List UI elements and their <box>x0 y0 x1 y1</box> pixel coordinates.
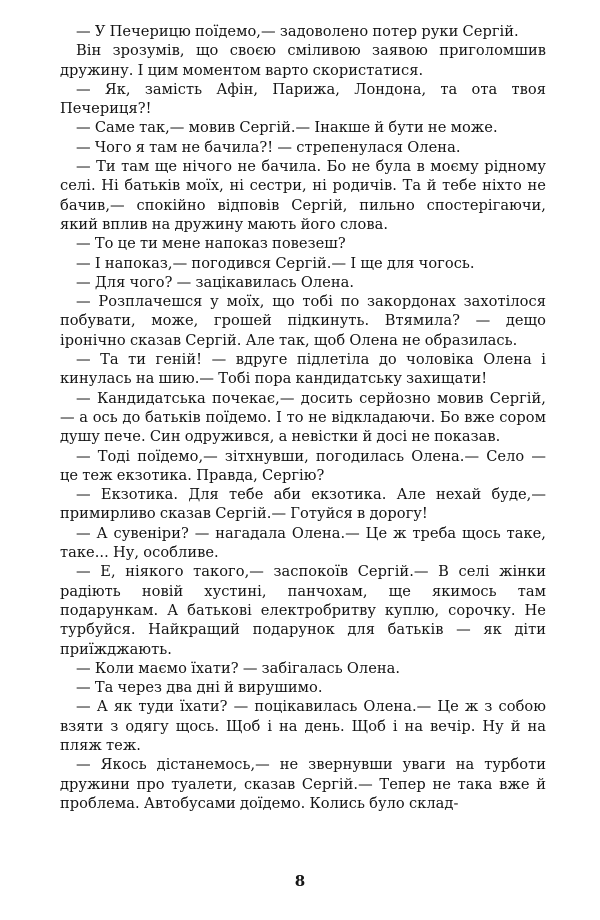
paragraph: — А сувеніри? — нагадала Олена.— Це ж треба щось таке, таке... Ну, особливе. <box>60 524 546 562</box>
paragraph: — Як, замість Афін, Парижа, Лондона, та ота твоя Печериця?! <box>60 80 546 118</box>
paragraph: — Якось дістанемось,— не звернувши уваги на турботи дружини про туалети, сказав Сергій.— Тепер не така вже й проблема. Автобусами доїдемо. Колись було склад- <box>60 756 546 812</box>
paragraph: — Розплачешся у моїх, що тобі по закордонах захотілося побувати, може, грошей підкинуть. Втямила? — дещо іронічно сказав Сергій. Але так, щоб Олена не образилась. <box>60 293 546 349</box>
paragraph: — І напоказ,— погодився Сергій.— І ще для чогось. <box>76 254 475 272</box>
paragraph: — Для чого? — зацікавилась Олена. <box>76 273 355 291</box>
paragraph: — Та ти геній! — вдруге підлетіла до чоловіка Олена і кинулась на шию.— Тобі пора кандидатську захищати! <box>60 351 546 388</box>
page-body-text <box>60 22 546 813</box>
paragraph: — Саме так,— мовив Сергій.— Інакше й бути не може. <box>76 119 498 137</box>
paragraph: — Тоді поїдемо,— зітхнувши, погодилась Олена.— Село — це теж екзотика. Правда, Сергію? <box>60 447 546 484</box>
paragraph: — Екзотика. Для тебе аби екзотика. Але нехай буде,— примирливо сказав Сергій.— Готуйся в дорогу! <box>60 486 546 523</box>
paragraph: — Ти там ще нічого не бачила. Бо не була в моєму рідному селі. Ні батьків моїх, ні сестри, ні родичів. Та й тебе ніхто не бачив,— спокійно відповів Сергій, пильно спостерігаючи, який вплив на дружину мають його слова. <box>60 158 546 233</box>
paragraph: — Коли маємо їхати? — забігалась Олена. <box>76 659 401 677</box>
page-number: 8 <box>294 872 306 890</box>
paragraph: — У Печерицю поїдемо,— задоволено потер руки Сергій. <box>76 23 519 40</box>
paragraph: — Чого я там не бачила?! — стрепенулася Олена. <box>76 138 461 156</box>
paragraph: Він зрозумів, що своєю сміливою заявою приголомшив дружину. І цим моментом варто скористатися. <box>60 42 546 79</box>
paragraph: — Е, ніякого такого,— заспокоїв Сергій.— В селі жінки радіють новій хустині, панчохам, ще якимось там подарункам. А батькові електробритву куплю, сорочку. Не турбуйся. Найкращий подарунок для батьків — як діти приїжджають. <box>60 563 546 658</box>
paragraph: — Кандидатська почекає,— досить серйозно мовив Сергій,— а ось до батьків поїдемо. І то не відкладаючи. Бо вже сором душу пече. Син одружився, а невістки й досі не показав. <box>60 389 546 446</box>
paragraph: — А як туди їхати? — поцікавилась Олена.— Це ж з собою взяти з одягу щось. Щоб і на день. Щоб і на вечір. Ну й на пляж теж. <box>60 698 546 754</box>
paragraph: — То це ти мене напоказ повезеш? <box>76 235 346 253</box>
paragraph: — Та через два дні й вирушимо. <box>76 679 323 697</box>
